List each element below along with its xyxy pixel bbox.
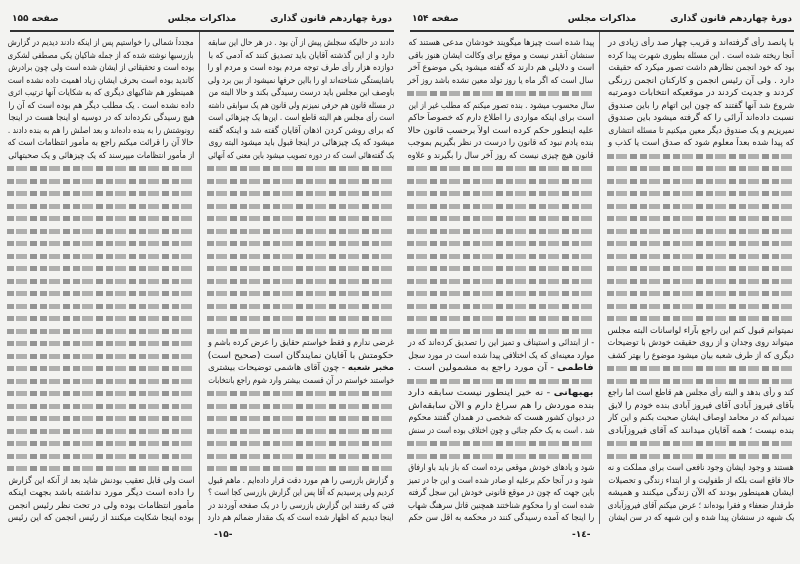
illegible-text-line bbox=[206, 225, 394, 238]
header-title: مذاکرات مجلس bbox=[567, 14, 637, 24]
speaker-name: مخبر شعبه bbox=[347, 363, 394, 373]
text-line bbox=[606, 462, 794, 475]
illegible-text-line bbox=[6, 262, 194, 275]
illegible-text-line bbox=[606, 275, 794, 288]
illegible-text-line bbox=[406, 162, 594, 175]
illegible-text-line bbox=[206, 162, 394, 175]
illegible-text-line bbox=[406, 200, 594, 213]
text-line bbox=[406, 37, 594, 50]
illegible-text-line bbox=[406, 87, 594, 100]
text-line bbox=[206, 137, 394, 150]
text-line bbox=[606, 100, 794, 113]
illegible-text-line bbox=[206, 262, 394, 275]
illegible-text-line bbox=[406, 312, 594, 325]
header-title: مذاکرات مجلس bbox=[167, 14, 237, 24]
text-line bbox=[606, 112, 794, 125]
line-text: دیگری که از طرف شعبه بیان میشود موضوع را بهتر کشف bbox=[608, 350, 794, 361]
illegible-text-line bbox=[206, 187, 394, 200]
text-line bbox=[6, 37, 194, 50]
text-line bbox=[6, 487, 194, 500]
page-number: -۱٤- bbox=[572, 530, 591, 540]
illegible-text-line bbox=[206, 287, 394, 300]
text-line bbox=[406, 412, 594, 425]
illegible-text-line bbox=[206, 300, 394, 313]
text-line bbox=[406, 462, 594, 475]
text-line bbox=[6, 75, 194, 88]
text-line bbox=[206, 112, 394, 125]
text-line bbox=[606, 500, 794, 513]
illegible-text-line bbox=[606, 437, 794, 450]
line-text: بود که خود انجمن نظارهم داشت تصور میکرد که حقیقت bbox=[608, 63, 794, 73]
illegible-text-line bbox=[6, 287, 194, 300]
illegible-text-line bbox=[606, 262, 794, 275]
line-text: و گزارش بازرسی را هم مورد دقت قرار داده‌ایم . ماهم قبول bbox=[208, 475, 394, 486]
illegible-text-line bbox=[406, 262, 594, 275]
illegible-text-line bbox=[6, 187, 194, 200]
line-text: شود و در آنجا حکم برعلیه او صادر شده است و این جا در تمیز bbox=[408, 475, 594, 486]
text-line bbox=[606, 400, 794, 413]
text-line bbox=[406, 350, 594, 363]
line-text: حالا آن را قرائت میکنم راجع به مأمور انتظامات است که bbox=[8, 138, 194, 148]
text-line bbox=[606, 512, 794, 525]
illegible-text-line bbox=[606, 375, 794, 388]
illegible-text-line bbox=[606, 187, 794, 200]
text-column-left bbox=[406, 37, 594, 525]
illegible-text-line bbox=[406, 250, 594, 263]
text-line bbox=[206, 75, 394, 88]
text-line bbox=[6, 475, 194, 488]
page-154 bbox=[400, 0, 800, 564]
line-text: فتی که رفتند این گزارش بازرسی را در یک صفحه آوردند در bbox=[208, 500, 394, 511]
text-line bbox=[606, 387, 794, 400]
line-text: کردیم ولی پرسیدیم که آقا پس این گزارش بازرسی کجا است ؟ bbox=[208, 488, 394, 498]
line-text: باین جهت که چون در موقع قانونی خودش این سجل گرفته bbox=[408, 488, 594, 498]
speech-text: - چون آقای هاشمی توضیحات بیشتری bbox=[208, 363, 348, 373]
text-line bbox=[206, 500, 394, 513]
illegible-text-line bbox=[406, 225, 594, 238]
text-column-right bbox=[206, 37, 394, 525]
illegible-text-line bbox=[206, 212, 394, 225]
line-text: بنده موردش را هم سراغ دارم و الآن سابقه‌اش bbox=[408, 400, 594, 411]
text-line bbox=[6, 62, 194, 75]
text-line bbox=[606, 350, 794, 363]
illegible-text-line bbox=[6, 175, 194, 188]
line-text bbox=[208, 362, 394, 375]
speaker-name: بهبهانی bbox=[554, 388, 594, 398]
header-period: دورهٔ چهاردهم قانون گذاری bbox=[270, 14, 392, 24]
line-text: کند و رأی بدهد و البته رأی مجلس هم قاطع است اما راجع bbox=[608, 388, 794, 398]
illegible-text-line bbox=[406, 450, 594, 463]
illegible-text-line bbox=[406, 212, 594, 225]
line-text: حالا فاقع است بلکه از طفولیت و از ابتداء زندگی و تحصیلات bbox=[608, 475, 794, 486]
illegible-text-line bbox=[606, 162, 794, 175]
text-line bbox=[6, 125, 194, 138]
text-line bbox=[206, 375, 394, 388]
illegible-text-line bbox=[206, 400, 394, 413]
illegible-text-line bbox=[6, 375, 194, 388]
illegible-text-line bbox=[6, 237, 194, 250]
column-divider bbox=[599, 32, 600, 524]
text-line bbox=[406, 337, 594, 350]
line-text: سنشان آنقدر نیست و موقع برای وکالت ایشان هنوز باقی bbox=[408, 50, 594, 61]
illegible-text-line bbox=[606, 150, 794, 163]
line-text: همینطور هم شاکیهای دیگری که به شکایات آنها ترتیب اثری bbox=[8, 88, 194, 98]
line-text: بازرسیها نوشته شده که از جمله شاکیان یکی مصطفی لشکری bbox=[8, 50, 194, 61]
line-text: - از ابتدائی و استیناف و تمیز این را تصدیق کرده‌اند که در bbox=[408, 338, 594, 348]
line-text: ایشان همینطور بودند که الآن زندگی میکنند و همیشه bbox=[608, 488, 794, 498]
illegible-text-line bbox=[206, 412, 394, 425]
text-line bbox=[206, 487, 394, 500]
header-period: دورهٔ چهاردهم قانون گذاری bbox=[670, 14, 792, 24]
line-text: بنده نیست ؛ همه آقایان میدانند که آقای فیروزآبادی bbox=[608, 425, 794, 436]
text-line bbox=[606, 425, 794, 438]
line-text: موارد معینه‌ای که یک اختلافی پیدا شده است در مورد سجل bbox=[408, 350, 594, 361]
illegible-text-line bbox=[206, 387, 394, 400]
line-text: هیچ رسیدگی نکرده‌اند که در دوسیه او اینجا هست در اینجا bbox=[8, 113, 194, 123]
line-text: دوازده هزار رأی طرف توجه مردم بوده است و مردم او را bbox=[208, 63, 394, 73]
text-line bbox=[206, 87, 394, 100]
header-page-label: صفحه ۱۵۵ bbox=[12, 14, 59, 24]
illegible-text-line bbox=[606, 312, 794, 325]
line-text: حکومتش با آقایان نمایندگان است (صحیح است) bbox=[208, 350, 394, 361]
header-rule bbox=[10, 30, 394, 32]
line-text: قانون هیچ چیزی نیست که روز آخر سال را بگیرند و علاوه bbox=[408, 150, 594, 161]
illegible-text-line bbox=[6, 225, 194, 238]
illegible-text-line bbox=[206, 175, 394, 188]
text-line bbox=[606, 325, 794, 338]
text-line bbox=[406, 400, 594, 413]
illegible-text-line bbox=[606, 250, 794, 263]
line-text: شد . است به یک حکم جنائی و چون اختلاف بوده است در سنش bbox=[408, 425, 594, 436]
illegible-text-line bbox=[406, 275, 594, 288]
line-text: از مأمور انتظامات میپرسند که یک چیزهائی و یک صحبتهائی bbox=[8, 150, 194, 161]
line-text: رونوشتش را به بنده داده‌اند و بعد اصلش را هم به بنده دادند . bbox=[8, 125, 194, 136]
line-text: یک گفته‌هائی است که در دوره تصویب میشود باین معنی که آنهائی bbox=[208, 150, 394, 161]
line-text: هستند و وجود ایشان وجود نافعی است برای مملکت و نه bbox=[608, 463, 794, 473]
text-line bbox=[206, 337, 394, 350]
illegible-text-line bbox=[606, 237, 794, 250]
illegible-text-line bbox=[6, 350, 194, 363]
line-text: میشود که یک چیزهائی در اینجا قبول باید میشود البته روی bbox=[208, 138, 394, 148]
text-line bbox=[406, 475, 594, 488]
line-text: که برای روشن کردن اذهان آقایان گفته شد و اینکه گفته bbox=[208, 125, 394, 136]
text-line bbox=[206, 50, 394, 63]
text-line bbox=[406, 487, 594, 500]
speech-text: - نه خیر اینطور نیست سابقه دارد bbox=[408, 388, 555, 398]
text-line bbox=[406, 125, 594, 138]
illegible-text-line bbox=[206, 325, 394, 338]
illegible-text-line bbox=[6, 300, 194, 313]
text-line bbox=[206, 62, 394, 75]
speech-text: - آن مورد راجع به مشمولین است . bbox=[408, 363, 558, 373]
text-line bbox=[606, 62, 794, 75]
illegible-text-line bbox=[206, 450, 394, 463]
line-text: مجدداً شمالی را خواستیم پس از اینکه دادند دیدیم در گزارش bbox=[8, 38, 194, 48]
line-text: طرفدار ضعفاء و فقرا بوده‌اند ؛ عرض میکنم آقای فیروزآبادی bbox=[608, 500, 794, 511]
line-text: سال است که اگر ماه یا روز تولد معین نشده باشد روز آخر bbox=[408, 75, 594, 86]
running-header bbox=[412, 14, 792, 30]
illegible-text-line bbox=[606, 225, 794, 238]
illegible-text-line bbox=[406, 187, 594, 200]
speaker-line bbox=[406, 362, 594, 375]
header-rule bbox=[410, 30, 794, 32]
line-text: داده نشده است . یک مطلب دیگر هم بوده است که آن را bbox=[8, 100, 194, 111]
illegible-text-line bbox=[606, 212, 794, 225]
illegible-text-line bbox=[406, 325, 594, 338]
text-line bbox=[606, 337, 794, 350]
text-line bbox=[6, 50, 194, 63]
line-text: بوده است و تحقیقاتی از ایشان شده است ولی چون برادرش bbox=[8, 63, 194, 73]
line-text: بوده اینجا شکایت میکنند از رئیس انجمن که این رئیس bbox=[8, 513, 194, 523]
text-line bbox=[406, 137, 594, 150]
line-text: خواستند خواستم در آن قسمت بیشتر وارد شوم راجع بانتخابات bbox=[208, 375, 394, 386]
text-line bbox=[606, 137, 794, 150]
speaker-line bbox=[206, 362, 394, 375]
line-text: دارد و از این گذشته آقایان باید تصدیق کنند که آدمی که با bbox=[208, 50, 394, 61]
text-line bbox=[606, 87, 794, 100]
text-line bbox=[406, 150, 594, 163]
line-text: است و دلایلی هم دارند که گفته میشود یکی موضوع آخر bbox=[408, 63, 594, 73]
text-line bbox=[606, 75, 794, 88]
text-line bbox=[6, 500, 194, 513]
line-text: نمیدانم که در محامد اوصاف ایشان صحبت بکنم و این کار bbox=[608, 413, 794, 423]
line-text: است برای اینکه مواردی را اطلاع دارم که خصوصاً حاکم bbox=[408, 113, 594, 123]
line-text: را داده است دیگر مورد نداشته باشد بجهت اینکه bbox=[8, 488, 194, 498]
illegible-text-line bbox=[206, 462, 394, 475]
speaker-name: فاطمی bbox=[557, 363, 594, 373]
illegible-text-line bbox=[6, 387, 194, 400]
illegible-text-line bbox=[6, 275, 194, 288]
illegible-text-line bbox=[6, 337, 194, 350]
line-text: آنجا ریخته شده است . این مسئله بطوری شهرت پیدا کرده bbox=[608, 50, 794, 61]
illegible-text-line bbox=[6, 425, 194, 438]
illegible-text-line bbox=[406, 437, 594, 450]
line-text: کاندید بوده است بحرف ایشان زیاد اهمیت داده نشده است bbox=[8, 75, 194, 86]
text-line bbox=[206, 125, 394, 138]
text-line bbox=[206, 350, 394, 363]
line-text: شود و یادهای خودش موقعی برده است که باز باید باو ارفاق bbox=[408, 463, 594, 473]
line-text bbox=[408, 387, 594, 400]
text-line bbox=[6, 150, 194, 163]
illegible-text-line bbox=[606, 300, 794, 313]
line-text: پیدا شده است چیزها میگویند خودشان مدعی هستند که bbox=[408, 38, 594, 48]
line-text: باشایستگی شناخته‌اند او را بااین حرفها نمیشود از بین برد ولی bbox=[208, 75, 394, 86]
illegible-text-line bbox=[6, 212, 194, 225]
illegible-text-line bbox=[206, 312, 394, 325]
illegible-text-line bbox=[406, 237, 594, 250]
illegible-text-line bbox=[606, 362, 794, 375]
line-text: شروع شد آنها گفتند که چون این اتهام را باین صندوق bbox=[608, 100, 794, 111]
page-number: -۱۵- bbox=[214, 530, 233, 540]
line-text: دارد . ولی آن رئیس انجمن و کارکنان انجمن زرنگی bbox=[608, 75, 794, 86]
line-text: نمیتوانم قبول کنم این راجع بآراء لواسانات البته مجلس bbox=[608, 325, 794, 336]
illegible-text-line bbox=[406, 300, 594, 313]
text-line bbox=[6, 112, 194, 125]
line-text: دادند در حالیکه سجلش پیش از آن بود . در هر حال این سابقه bbox=[208, 38, 394, 48]
text-line bbox=[606, 50, 794, 63]
illegible-text-line bbox=[6, 362, 194, 375]
text-line bbox=[206, 475, 394, 488]
line-text: غرضی ندارم و فقط خواستم حقایق را عرض کرده باشم و bbox=[208, 338, 394, 348]
text-line bbox=[606, 125, 794, 138]
line-text: بآقای فیروز آبادی آقای فیروز آبادی بنده خودم را لایق bbox=[608, 400, 794, 411]
line-text: باوصف این مجلس باید درست رسیدگی بکند و حالا البته من bbox=[208, 88, 394, 98]
line-text: سال محسوب میشود . بنده تصور میکنم که مطلب غیر از این bbox=[408, 100, 594, 111]
line-text: است ولی قابل تعقیب بودنش شاید بعد از آنکه این گزارش bbox=[8, 475, 194, 486]
illegible-text-line bbox=[606, 200, 794, 213]
text-line bbox=[206, 512, 394, 525]
illegible-text-line bbox=[406, 375, 594, 388]
illegible-text-line bbox=[206, 237, 394, 250]
illegible-text-line bbox=[6, 412, 194, 425]
illegible-text-line bbox=[206, 250, 394, 263]
line-text: یک شبهه در سنشان پیدا شده و این شبهه که در سن ایشان bbox=[608, 513, 794, 523]
illegible-text-line bbox=[206, 200, 394, 213]
text-line bbox=[6, 137, 194, 150]
illegible-text-line bbox=[6, 200, 194, 213]
text-line bbox=[6, 87, 194, 100]
illegible-text-line bbox=[6, 437, 194, 450]
text-line bbox=[406, 112, 594, 125]
text-line bbox=[206, 100, 394, 113]
illegible-text-line bbox=[6, 325, 194, 338]
text-line bbox=[406, 500, 594, 513]
text-line bbox=[406, 100, 594, 113]
running-header bbox=[12, 14, 392, 30]
text-line bbox=[206, 37, 394, 50]
illegible-text-line bbox=[406, 175, 594, 188]
text-line bbox=[6, 512, 194, 525]
line-text: اینجا دیدیم که اظهار شده است که یک مقدار ضمائم هم دارد bbox=[208, 513, 394, 523]
text-line bbox=[406, 50, 594, 63]
illegible-text-line bbox=[606, 287, 794, 300]
illegible-text-line bbox=[206, 275, 394, 288]
illegible-text-line bbox=[606, 175, 794, 188]
line-text bbox=[408, 362, 594, 375]
header-page-label: صفحه ۱۵۴ bbox=[412, 14, 459, 24]
line-text: را اینجا که آمده رسیدگی کنند در محکمه به اقل سن حکم bbox=[408, 513, 594, 523]
illegible-text-line bbox=[206, 425, 394, 438]
text-line bbox=[406, 425, 594, 438]
text-line bbox=[206, 150, 394, 163]
line-text: نمیریزیم و یک صندوق دیگر معین میکنیم تا مسئله انتشاری bbox=[608, 125, 794, 136]
illegible-text-line bbox=[206, 437, 394, 450]
illegible-text-line bbox=[6, 450, 194, 463]
text-line bbox=[406, 62, 594, 75]
illegible-text-line bbox=[406, 287, 594, 300]
line-text: در مسئله قانون هم حرفی نمیزنم ولی قانون هم یک سوابقی داشته bbox=[208, 100, 394, 111]
line-text: است رأی مجلس هم البته قاطع است . این‌ها یک چیزهائی است bbox=[208, 113, 394, 123]
illegible-text-line bbox=[606, 450, 794, 463]
line-text: در دیوان کشور هست که شخصی در همدان گفتند محکوم bbox=[408, 413, 594, 423]
speaker-line bbox=[406, 387, 594, 400]
illegible-text-line bbox=[6, 400, 194, 413]
text-column-right bbox=[606, 37, 794, 525]
text-line bbox=[606, 487, 794, 500]
line-text: شده است او را محکوم شناختند همچنین قاتل سرهنگ شهاب bbox=[408, 500, 594, 511]
illegible-text-line bbox=[6, 250, 194, 263]
line-text: نسبت داده‌اند آرائی را که گرفته میشود باین صندوق bbox=[608, 113, 794, 123]
line-text: کردند و جدیت کردند در موقعیکه انتخابات دومرتبه bbox=[608, 88, 794, 98]
illegible-text-line bbox=[6, 312, 194, 325]
text-line bbox=[606, 475, 794, 488]
illegible-text-line bbox=[6, 462, 194, 475]
line-text: بنده یادم نبود که قانون را درست در نظر بگیریم بموجب bbox=[408, 138, 594, 148]
text-column-left bbox=[6, 37, 194, 525]
line-text: که پیدا شده بعداً معلوم شود که صدق است یا کذب و bbox=[608, 138, 794, 148]
text-line bbox=[6, 100, 194, 113]
text-line bbox=[606, 412, 794, 425]
line-text: با پانصد رأی گرفته‌اند و قریب چهار صد رأی زیادی در bbox=[608, 38, 794, 48]
text-line bbox=[406, 512, 594, 525]
illegible-text-line bbox=[6, 162, 194, 175]
text-line bbox=[606, 37, 794, 50]
line-text: میتواند روی وجدان و از روی حقیقت خودش با توضیحات bbox=[608, 338, 794, 348]
line-text: علیه اینطور حکم کرده است اولاً برحسب قانون حالا bbox=[408, 125, 594, 136]
line-text: مأمور انتظامات بوده ولی در تحت نظر رئیس انجمن bbox=[8, 500, 194, 511]
column-divider bbox=[199, 32, 200, 524]
text-line bbox=[406, 75, 594, 88]
